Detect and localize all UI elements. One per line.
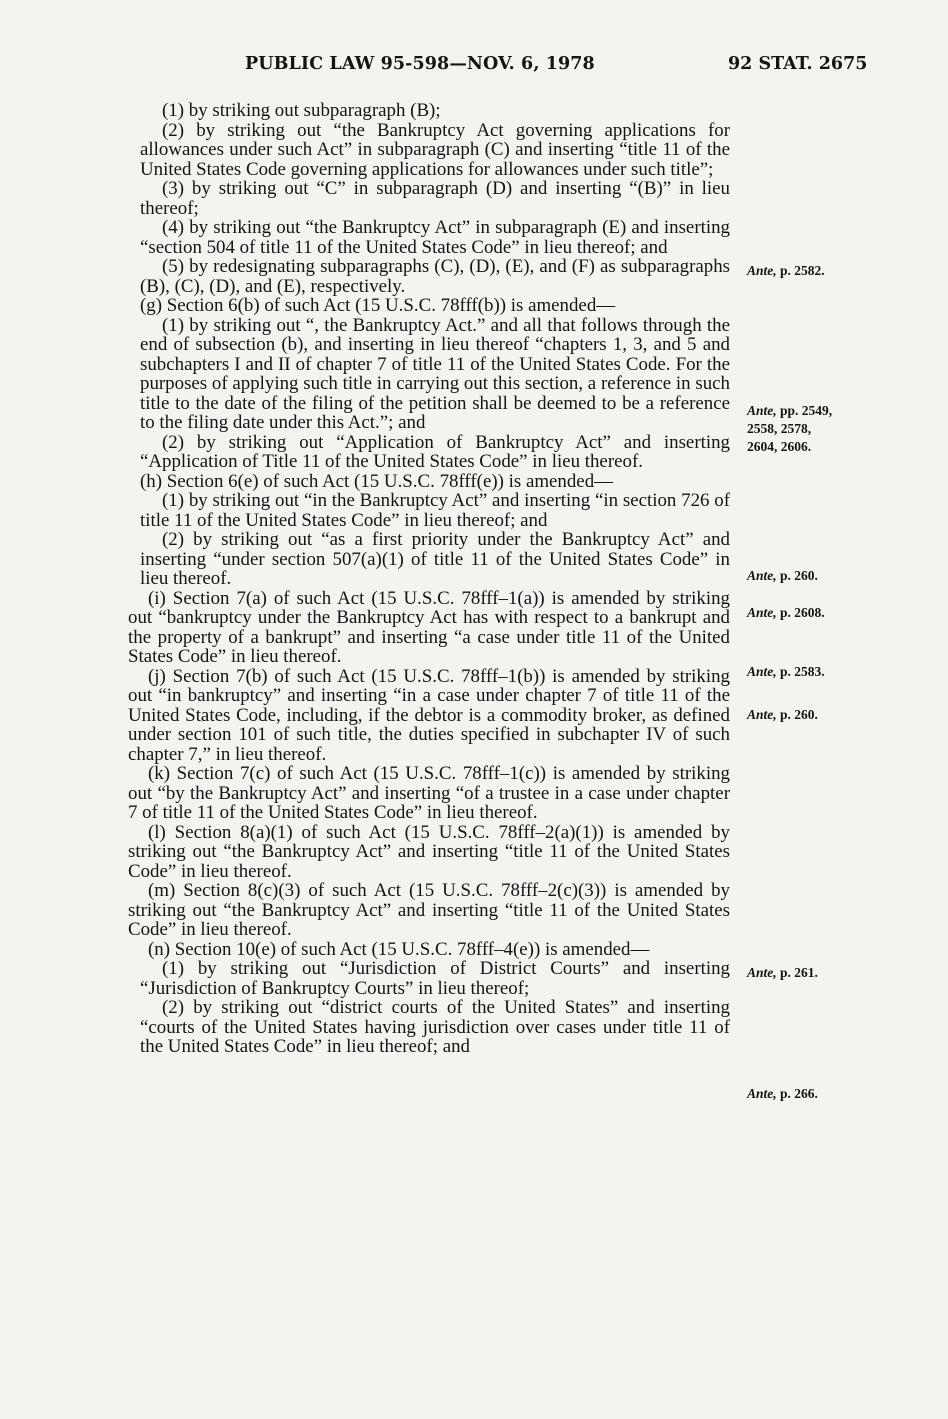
section-clause: (i) Section 7(a) of such Act (15 U.S.C. 78fff–1(a)) is amended by striking out “bankruptcy under the Bankruptcy Act has with respect to a bankrupt and the property of a bankrupt” and inserting “a case under title 11 of the United States Code” in lieu thereof. [128, 587, 730, 667]
page-title: PUBLIC LAW 95-598—NOV. 6, 1978 [245, 54, 595, 74]
paragraph: (2) by striking out “district courts of the United States” and inserting “courts of the United States having jurisdiction over cases under title 11 of the United States Code” in lieu thereof; and [140, 997, 730, 1057]
paragraph: (1) by striking out “Jurisdiction of District Courts” and inserting “Jurisdiction of Bankruptcy Courts” in lieu thereof; [140, 958, 730, 999]
margin-note: Ante, p. 260. [747, 707, 818, 722]
margin-note: Ante, p. 2608. [747, 605, 825, 620]
paragraph: (2) by striking out “Application of Bankruptcy Act” and inserting “Application of Title 11 of the United States Code” in lieu thereof. [140, 431, 730, 472]
paragraph: (1) by striking out “in the Bankruptcy Act” and inserting “in section 726 of title 11 of the United States Code” in lieu thereof; and [140, 490, 730, 531]
page-header [0, 54, 948, 84]
paragraph: (3) by striking out “C” in subparagraph (D) and inserting “(B)” in lieu thereof; [140, 178, 730, 219]
margin-note: Ante, p. 2582. [747, 263, 825, 278]
paragraph: (1) by striking out subparagraph (B); [162, 100, 441, 121]
section-clause: (k) Section 7(c) of such Act (15 U.S.C. 78fff–1(c)) is amended by striking out “by the Bankruptcy Act” and inserting “of a trustee in a case under chapter 7 of title 11 of the United States Code” in lieu thereof. [128, 763, 730, 823]
paragraph: (5) by redesignating subparagraphs (C), (D), (E), and (F) as subparagraphs (B), (C), (D), and (E), respectively. [140, 256, 730, 297]
section-clause: (l) Section 8(a)(1) of such Act (15 U.S.C. 78fff–2(a)(1)) is amended by striking out “the Bankruptcy Act” and inserting “title 11 of the United States Code” in lieu thereof. [128, 821, 730, 882]
margin-note: Ante, pp. 2549, [747, 403, 833, 418]
margin-note: Ante, p. 260. [747, 568, 818, 583]
section-clause: (n) Section 10(e) of such Act (15 U.S.C. 78fff–4(e)) is amended— [148, 938, 650, 960]
margin-note: Ante, p. 266. [747, 1086, 818, 1101]
margin-note: 2604, 2606. [747, 439, 812, 454]
paragraph: (1) by striking out “, the Bankruptcy Act.” and all that follows through the end of subsection (b), and inserting in lieu thereof “chapters 1, 3, and 5 and subchapters I and II of chapter 7 of title 11 of the United States Code. For the purposes of applying such title in carrying out this section, a reference in such title to the date of the filing of the petition shall be deemed to be a reference to the filing date under this Act.”; and [140, 314, 730, 433]
margin-note: 2558, 2578, [747, 421, 812, 436]
section-clause: (g) Section 6(b) of such Act (15 U.S.C. 78fff(b)) is amended— [140, 295, 616, 316]
section-clause: (h) Section 6(e) of such Act (15 U.S.C. 78fff(e)) is amended— [140, 470, 614, 492]
section-clause: (j) Section 7(b) of such Act (15 U.S.C. 78fff–1(b)) is amended by striking out “in bankruptcy” and inserting “in a case under chapter 7 of title 11 of the United States Code, including, if the debtor is a commodity broker, as defined under section 101 of such title, the duties specified in subchapter IV of such chapter 7,” in lieu thereof. [128, 665, 730, 765]
statute-citation: 92 STAT. 2675 [728, 54, 868, 74]
section-clause: (m) Section 8(c)(3) of such Act (15 U.S.C. 78fff–2(c)(3)) is amended by striking out “the Bankruptcy Act” and inserting “title 11 of the United States Code” in lieu thereof. [128, 880, 730, 940]
paragraph: (4) by striking out “the Bankruptcy Act” in subparagraph (E) and inserting “section 504 of title 11 of the United States Code” in lieu thereof; and [140, 217, 730, 258]
document-body [128, 100, 730, 1057]
margin-note: Ante, p. 2583. [747, 664, 825, 679]
margin-note: Ante, p. 261. [747, 965, 818, 980]
paragraph: (2) by striking out “as a first priority under the Bankruptcy Act” and inserting “under section 507(a)(1) of title 11 of the United States Code” in lieu thereof. [140, 529, 730, 589]
paragraph: (2) by striking out “the Bankruptcy Act governing applications for allowances under such Act” in subparagraph (C) and inserting “title 11 of the United States Code governing applications for allowances under such title”; [140, 119, 730, 180]
